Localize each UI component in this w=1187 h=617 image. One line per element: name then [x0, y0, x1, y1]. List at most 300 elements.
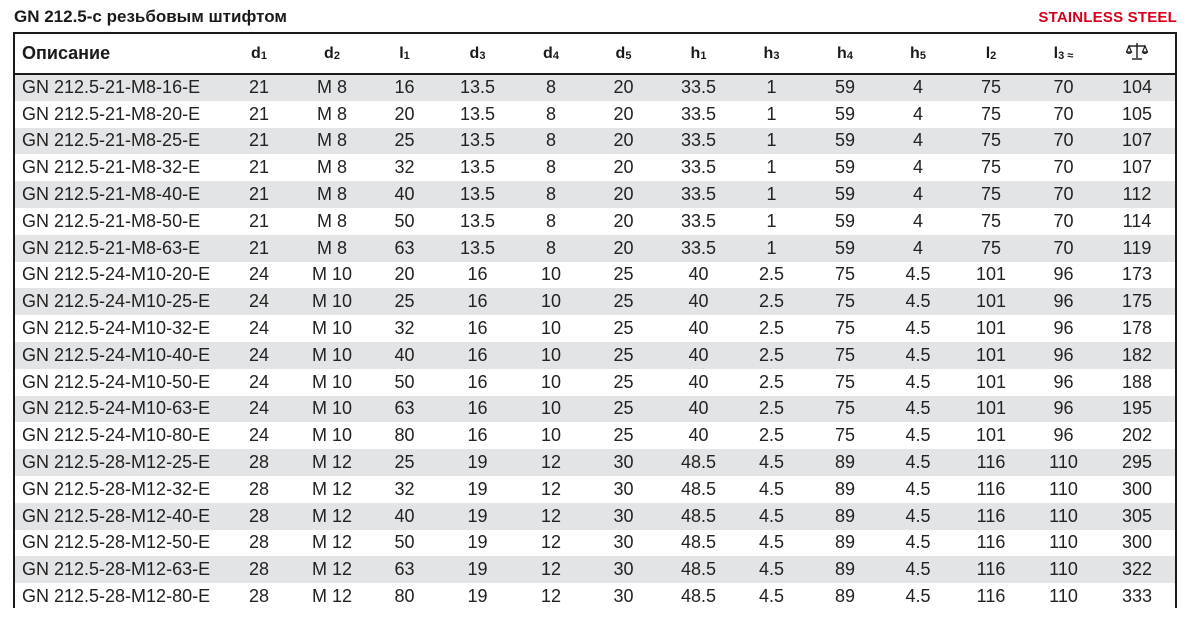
- header-row: [15, 34, 1175, 74]
- spec-table-container: [13, 32, 1177, 608]
- cell-l1: 50: [394, 210, 415, 231]
- cell-d5: 25: [613, 398, 634, 419]
- cell-d4: 12: [540, 478, 562, 499]
- cell-d1: 28: [248, 586, 270, 607]
- cell-h1: 40: [688, 318, 709, 339]
- cell-h4: 75: [834, 371, 856, 392]
- cell-l1: 63: [394, 398, 415, 419]
- cell-h1: 33.5: [680, 210, 717, 231]
- cell-desc: GN 212.5-21-M8-50-E: [22, 210, 201, 231]
- cell-d1: 28: [248, 532, 270, 553]
- cell-d4: 12: [540, 532, 562, 553]
- cell-h1: 40: [688, 425, 709, 446]
- cell-d1: 21: [248, 157, 270, 178]
- cell-l2: 101: [975, 425, 1007, 446]
- table-row: [15, 556, 1175, 583]
- column-header-l3: [1028, 34, 1099, 74]
- cell-l3: 70: [1053, 184, 1074, 205]
- cell-weight: 295: [1121, 452, 1153, 473]
- column-header-h3: [735, 34, 808, 74]
- cell-h4: 75: [834, 264, 856, 285]
- cell-h3: 1: [766, 237, 777, 258]
- cell-h5: 4.5: [905, 559, 931, 580]
- cell-weight: 300: [1121, 532, 1153, 553]
- cell-d3: 16: [467, 264, 488, 285]
- cell-weight: 104: [1121, 77, 1153, 98]
- cell-d4: 10: [540, 318, 562, 339]
- cell-d3: 13.5: [459, 77, 496, 98]
- cell-h1: 33.5: [680, 157, 717, 178]
- cell-d1: 21: [248, 210, 270, 231]
- column-header-subscript: 2: [990, 49, 997, 62]
- cell-d3: 13.5: [459, 210, 496, 231]
- cell-h3: 1: [766, 77, 777, 98]
- column-header-label: Описание: [22, 43, 111, 63]
- cell-d1: 21: [248, 130, 270, 151]
- column-header-label: h: [690, 44, 701, 62]
- cell-d5: 30: [613, 478, 634, 499]
- table-row: [15, 262, 1175, 289]
- cell-h5: 4.5: [905, 371, 931, 392]
- cell-weight: 114: [1122, 210, 1152, 231]
- column-header-weight: [1099, 34, 1175, 74]
- cell-l1: 40: [394, 184, 415, 205]
- cell-h3: 4.5: [758, 478, 785, 499]
- cell-weight: 188: [1121, 371, 1153, 392]
- cell-d5: 20: [613, 130, 634, 151]
- cell-l3: 70: [1053, 77, 1074, 98]
- cell-l3: 96: [1053, 318, 1074, 339]
- cell-l1: 80: [394, 586, 415, 607]
- cell-l1: 40: [394, 344, 415, 365]
- table-row: [15, 396, 1175, 423]
- cell-h1: 33.5: [680, 237, 717, 258]
- cell-d5: 30: [613, 452, 634, 473]
- cell-d2: M 10: [311, 318, 353, 339]
- cell-h4: 59: [834, 184, 856, 205]
- cell-h4: 89: [834, 559, 856, 580]
- cell-l2: 101: [975, 398, 1007, 419]
- cell-h4: 75: [834, 344, 856, 365]
- cell-weight: 119: [1122, 237, 1152, 258]
- cell-d2: M 10: [311, 291, 353, 312]
- cell-h4: 59: [834, 77, 856, 98]
- column-header-d2: [293, 34, 371, 74]
- cell-d2: M 8: [316, 130, 347, 151]
- cell-h1: 40: [688, 398, 709, 419]
- column-header-label: h: [763, 44, 774, 62]
- cell-l1: 50: [394, 532, 415, 553]
- cell-d1: 24: [248, 264, 270, 285]
- cell-h4: 75: [834, 398, 856, 419]
- cell-h1: 48.5: [680, 505, 717, 526]
- cell-d1: 24: [248, 371, 270, 392]
- cell-l2: 101: [975, 291, 1007, 312]
- cell-desc: GN 212.5-28-M12-80-E: [22, 586, 211, 607]
- title-bar: [14, 5, 1177, 29]
- cell-weight: 178: [1121, 318, 1153, 339]
- column-header-subscript: 4: [846, 49, 853, 62]
- cell-l3: 70: [1053, 237, 1074, 258]
- cell-desc: GN 212.5-28-M12-32-E: [22, 478, 211, 499]
- table-row: [15, 128, 1175, 155]
- cell-weight: 305: [1121, 505, 1153, 526]
- column-header-subscript: 3: [773, 49, 780, 62]
- cell-d3: 16: [467, 425, 488, 446]
- material-label: STAINLESS STEEL: [1038, 9, 1177, 26]
- cell-desc: GN 212.5-28-M12-63-E: [22, 559, 211, 580]
- cell-h1: 48.5: [680, 452, 717, 473]
- cell-h1: 40: [688, 291, 709, 312]
- cell-h5: 4: [912, 184, 923, 205]
- cell-l1: 40: [394, 505, 415, 526]
- cell-l1: 20: [394, 264, 415, 285]
- cell-d1: 21: [248, 184, 270, 205]
- cell-d3: 16: [467, 398, 488, 419]
- cell-d2: M 12: [311, 586, 353, 607]
- cell-d1: 24: [248, 344, 270, 365]
- column-header-h4: [808, 34, 882, 74]
- cell-h3: 2.5: [758, 344, 785, 365]
- cell-d5: 30: [613, 505, 634, 526]
- cell-l3: 110: [1049, 586, 1078, 607]
- cell-l3: 96: [1053, 291, 1074, 312]
- cell-l3: 110: [1049, 452, 1078, 473]
- cell-l3: 96: [1053, 264, 1074, 285]
- cell-l1: 50: [394, 371, 415, 392]
- cell-h5: 4.5: [905, 532, 931, 553]
- cell-d1: 24: [248, 398, 270, 419]
- column-header-label: l: [1053, 44, 1059, 62]
- cell-d5: 20: [613, 157, 634, 178]
- cell-d3: 13.5: [459, 157, 496, 178]
- cell-d3: 19: [467, 505, 488, 526]
- cell-h1: 33.5: [680, 130, 717, 151]
- table-row: [15, 315, 1175, 342]
- cell-h3: 1: [766, 210, 777, 231]
- cell-desc: GN 212.5-21-M8-25-E: [22, 130, 201, 151]
- cell-h5: 4.5: [905, 505, 931, 526]
- cell-d5: 20: [613, 184, 634, 205]
- column-header-subscript: 3: [479, 49, 486, 62]
- column-header-label: l: [985, 44, 991, 62]
- column-header-label: h: [837, 44, 847, 62]
- cell-h3: 1: [766, 184, 777, 205]
- cell-weight: 175: [1121, 291, 1153, 312]
- cell-l2: 101: [975, 318, 1007, 339]
- cell-d4: 10: [540, 344, 562, 365]
- cell-d2: M 8: [316, 210, 347, 231]
- table-row: [15, 449, 1175, 476]
- column-header-desc: [15, 34, 225, 74]
- cell-l2: 116: [976, 478, 1006, 499]
- cell-d3: 16: [467, 291, 488, 312]
- cell-d3: 19: [467, 478, 488, 499]
- cell-weight: 300: [1121, 478, 1153, 499]
- cell-d1: 28: [248, 478, 270, 499]
- table-row: [15, 476, 1175, 503]
- cell-d4: 10: [540, 291, 562, 312]
- cell-d3: 13.5: [459, 237, 496, 258]
- cell-l1: 25: [394, 291, 415, 312]
- cell-d2: M 8: [316, 237, 347, 258]
- cell-d2: M 12: [311, 559, 353, 580]
- cell-h3: 1: [766, 130, 777, 151]
- table-row: [15, 369, 1175, 396]
- cell-d1: 21: [248, 103, 270, 124]
- cell-l2: 75: [980, 184, 1002, 205]
- column-header-subscript: 1: [403, 49, 410, 62]
- cell-d2: M 8: [316, 157, 347, 178]
- cell-weight: 173: [1121, 264, 1153, 285]
- cell-l1: 20: [394, 103, 415, 124]
- cell-h4: 59: [834, 157, 856, 178]
- cell-l1: 80: [394, 425, 415, 446]
- column-header-d4: [517, 34, 585, 74]
- cell-l1: 63: [394, 237, 415, 258]
- column-header-label: d: [251, 44, 261, 62]
- column-header-l2: [954, 34, 1028, 74]
- cell-l3: 96: [1053, 371, 1074, 392]
- cell-h3: 2.5: [758, 425, 785, 446]
- cell-desc: GN 212.5-24-M10-63-E: [22, 398, 211, 419]
- spec-table: [15, 34, 1175, 610]
- cell-l3: 70: [1053, 130, 1074, 151]
- cell-h5: 4.5: [905, 318, 931, 339]
- cell-h3: 2.5: [758, 398, 785, 419]
- cell-d4: 8: [545, 184, 556, 205]
- cell-d2: M 12: [311, 478, 353, 499]
- cell-h4: 59: [834, 237, 856, 258]
- cell-d3: 16: [467, 318, 488, 339]
- cell-l1: 25: [394, 452, 415, 473]
- cell-d2: M 10: [311, 425, 353, 446]
- column-header-label: h: [910, 44, 920, 62]
- column-header-label: d: [543, 44, 553, 62]
- cell-l2: 101: [975, 371, 1007, 392]
- cell-desc: GN 212.5-21-M8-20-E: [22, 103, 201, 124]
- cell-l3: 96: [1053, 425, 1074, 446]
- table-row: [15, 235, 1175, 262]
- cell-d2: M 8: [316, 103, 347, 124]
- cell-desc: GN 212.5-28-M12-50-E: [22, 532, 211, 553]
- cell-l3: 70: [1053, 103, 1074, 124]
- cell-d3: 19: [467, 452, 488, 473]
- cell-d4: 10: [540, 264, 562, 285]
- column-header-d3: [438, 34, 517, 74]
- cell-d5: 20: [613, 237, 634, 258]
- cell-l3: 96: [1053, 344, 1074, 365]
- cell-h4: 89: [834, 452, 856, 473]
- cell-h3: 1: [766, 103, 777, 124]
- cell-weight: 107: [1121, 157, 1153, 178]
- cell-l2: 116: [976, 505, 1006, 526]
- cell-h4: 59: [834, 103, 856, 124]
- cell-l2: 75: [980, 210, 1002, 231]
- cell-d2: M 10: [311, 371, 353, 392]
- table-row: [15, 342, 1175, 369]
- cell-h4: 75: [834, 318, 856, 339]
- cell-l2: 101: [975, 344, 1007, 365]
- cell-d4: 10: [540, 398, 562, 419]
- cell-d2: M 8: [316, 184, 347, 205]
- scale-icon: [1126, 41, 1148, 66]
- cell-d3: 19: [467, 532, 488, 553]
- cell-h5: 4.5: [905, 586, 931, 607]
- cell-d2: M 8: [316, 77, 347, 98]
- column-header-label: d: [324, 44, 334, 62]
- column-header-d1: [225, 34, 293, 74]
- table-row: [15, 422, 1175, 449]
- cell-d1: 21: [248, 237, 270, 258]
- cell-d4: 8: [545, 130, 556, 151]
- column-header-d5: [585, 34, 662, 74]
- column-header-subscript: 1: [260, 49, 267, 62]
- cell-h4: 75: [834, 425, 856, 446]
- cell-d2: M 12: [311, 532, 353, 553]
- cell-l1: 32: [394, 478, 415, 499]
- table-row: [15, 208, 1175, 235]
- cell-h5: 4: [912, 210, 923, 231]
- cell-d2: M 10: [311, 264, 353, 285]
- cell-d1: 28: [248, 452, 270, 473]
- cell-d4: 12: [540, 505, 562, 526]
- cell-h1: 48.5: [680, 532, 717, 553]
- cell-weight: 195: [1121, 398, 1153, 419]
- cell-l3: 70: [1053, 157, 1074, 178]
- cell-d2: M 10: [311, 398, 353, 419]
- cell-desc: GN 212.5-24-M10-50-E: [22, 371, 211, 392]
- cell-h5: 4: [912, 103, 923, 124]
- cell-l2: 75: [980, 157, 1002, 178]
- cell-h3: 4.5: [758, 559, 785, 580]
- column-header-subscript: 5: [919, 49, 926, 62]
- cell-d1: 21: [248, 77, 270, 98]
- cell-l3: 110: [1049, 505, 1078, 526]
- cell-weight: 112: [1122, 184, 1152, 205]
- column-header-l1: [371, 34, 438, 74]
- cell-l3: 96: [1053, 398, 1074, 419]
- cell-d5: 25: [613, 344, 634, 365]
- cell-l3: 110: [1049, 478, 1078, 499]
- cell-desc: GN 212.5-21-M8-16-E: [22, 77, 201, 98]
- cell-l2: 116: [976, 586, 1006, 607]
- cell-d4: 10: [540, 371, 562, 392]
- cell-h1: 33.5: [680, 77, 717, 98]
- cell-desc: GN 212.5-28-M12-25-E: [22, 452, 211, 473]
- cell-d5: 30: [613, 559, 634, 580]
- cell-l3: 110: [1049, 559, 1078, 580]
- cell-weight: 202: [1121, 425, 1153, 446]
- column-header-label: d: [615, 44, 626, 62]
- cell-h3: 4.5: [758, 505, 785, 526]
- cell-h4: 89: [834, 532, 856, 553]
- cell-weight: 107: [1121, 130, 1153, 151]
- cell-h1: 40: [688, 264, 709, 285]
- cell-d1: 24: [248, 318, 270, 339]
- table-row: [15, 288, 1175, 315]
- cell-l1: 32: [394, 318, 415, 339]
- table-row: [15, 530, 1175, 557]
- cell-d3: 13.5: [459, 184, 496, 205]
- cell-d5: 30: [613, 532, 634, 553]
- cell-l3: 110: [1049, 532, 1078, 553]
- cell-d3: 13.5: [459, 130, 496, 151]
- cell-h1: 48.5: [680, 478, 717, 499]
- cell-d1: 28: [248, 559, 270, 580]
- cell-d4: 8: [545, 103, 556, 124]
- cell-d5: 25: [613, 264, 634, 285]
- cell-h4: 59: [834, 130, 856, 151]
- cell-d1: 24: [248, 291, 270, 312]
- table-row: [15, 154, 1175, 181]
- cell-d4: 8: [545, 210, 556, 231]
- cell-h4: 75: [834, 291, 856, 312]
- cell-d5: 20: [613, 103, 634, 124]
- cell-h5: 4.5: [905, 344, 931, 365]
- cell-d3: 16: [467, 371, 488, 392]
- column-header-h5: [882, 34, 954, 74]
- cell-d5: 25: [613, 425, 634, 446]
- column-header-subscript: 3 ≈: [1058, 49, 1074, 62]
- cell-l2: 116: [976, 532, 1006, 553]
- cell-weight: 105: [1121, 103, 1153, 124]
- cell-h5: 4.5: [905, 398, 931, 419]
- column-header-subscript: 1: [700, 49, 707, 62]
- table-header: [15, 34, 1175, 74]
- cell-h5: 4.5: [905, 452, 931, 473]
- cell-h5: 4.5: [905, 291, 931, 312]
- cell-l1: 63: [394, 559, 415, 580]
- cell-h3: 4.5: [758, 452, 785, 473]
- cell-d5: 25: [613, 291, 634, 312]
- cell-d3: 19: [467, 586, 488, 607]
- table-row: [15, 181, 1175, 208]
- cell-d2: M 12: [311, 505, 353, 526]
- cell-h5: 4.5: [905, 478, 931, 499]
- cell-desc: GN 212.5-21-M8-32-E: [22, 157, 201, 178]
- table-row: [15, 74, 1175, 101]
- cell-h3: 2.5: [758, 264, 785, 285]
- cell-h5: 4: [912, 237, 923, 258]
- cell-d3: 19: [467, 559, 488, 580]
- cell-d4: 12: [540, 559, 562, 580]
- cell-h3: 2.5: [758, 318, 785, 339]
- cell-desc: GN 212.5-24-M10-80-E: [22, 425, 211, 446]
- cell-d4: 12: [540, 452, 562, 473]
- cell-d2: M 12: [311, 452, 353, 473]
- cell-d1: 24: [248, 425, 270, 446]
- cell-l2: 116: [976, 559, 1006, 580]
- cell-h1: 40: [688, 371, 709, 392]
- cell-h3: 2.5: [758, 371, 785, 392]
- cell-d4: 8: [545, 237, 556, 258]
- cell-h5: 4.5: [905, 264, 931, 285]
- cell-h4: 89: [834, 478, 856, 499]
- cell-d2: M 10: [311, 344, 353, 365]
- cell-desc: GN 212.5-24-M10-25-E: [22, 291, 211, 312]
- cell-h3: 4.5: [758, 532, 785, 553]
- cell-h1: 33.5: [680, 103, 717, 124]
- cell-h5: 4: [912, 157, 923, 178]
- cell-h3: 2.5: [758, 291, 785, 312]
- table-row: [15, 583, 1175, 610]
- cell-l1: 16: [394, 77, 415, 98]
- cell-h1: 33.5: [680, 184, 717, 205]
- cell-d3: 13.5: [459, 103, 496, 124]
- cell-h1: 48.5: [680, 586, 717, 607]
- table-body: [15, 74, 1175, 610]
